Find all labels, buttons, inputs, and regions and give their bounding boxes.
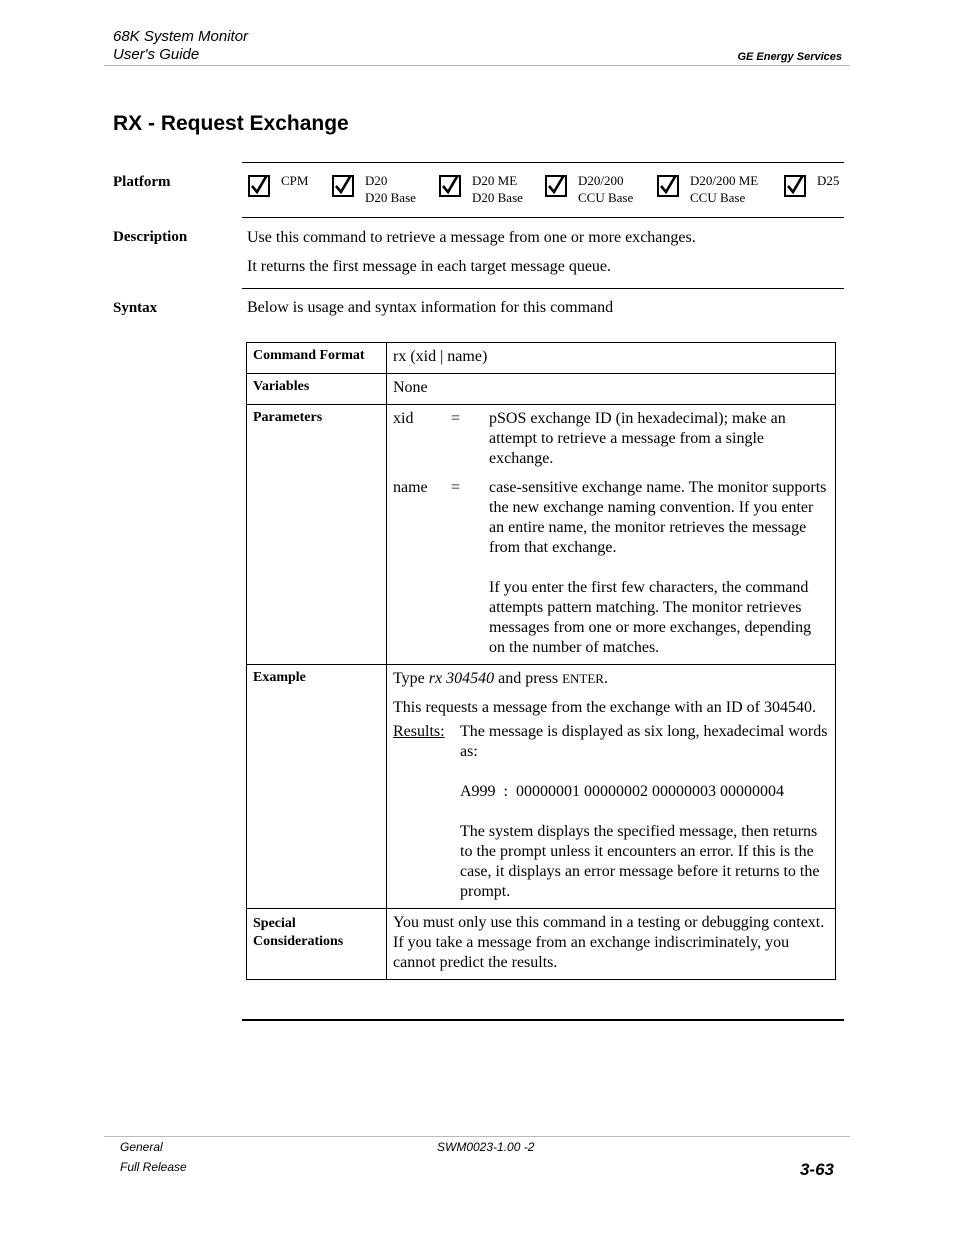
results-label: Results: xyxy=(393,723,445,740)
example-command: rx 304540 xyxy=(428,670,495,687)
checkbox-checked-icon xyxy=(248,175,270,197)
platform-item-line1: CPM xyxy=(281,173,309,188)
command-format-label: Command Format xyxy=(247,343,387,374)
description-bottom-rule xyxy=(242,288,844,289)
description-label: Description xyxy=(113,229,188,245)
platform-item-line2: CCU Base xyxy=(690,190,746,205)
platform-label: Platform xyxy=(113,174,171,190)
platform-item-line1: D20 xyxy=(365,173,388,188)
table-row-command-format xyxy=(247,343,836,374)
description-line1: Use this command to retrieve a message from one or more exchanges. xyxy=(247,229,696,246)
parameter-row xyxy=(393,478,829,658)
checkbox-checked-icon xyxy=(332,175,354,197)
footer-rule xyxy=(104,1136,850,1137)
platform-item-line1: D25 xyxy=(817,173,840,188)
example-instruction xyxy=(393,669,829,689)
parameter-name: xid xyxy=(393,410,414,427)
command-format-value: rx (xid | name) xyxy=(387,343,836,374)
example-cell xyxy=(387,665,836,909)
example-label: Example xyxy=(247,665,387,909)
parameter-equals: = xyxy=(451,410,461,427)
checkbox-checked-icon xyxy=(784,175,806,197)
platform-item-line1: D20 ME xyxy=(472,173,518,188)
results-block xyxy=(393,722,829,902)
section-end-rule xyxy=(242,1019,844,1021)
platform-item-line2: CCU Base xyxy=(578,190,634,205)
results-explanation: The system displays the specified message, then returns to the prompt unless it encounters an error. If this is the case, it displays an error message before it returns to the prompt. xyxy=(460,823,820,900)
company-name: GE Energy Services xyxy=(737,51,842,63)
parameter-equals: = xyxy=(451,479,461,496)
example-type-text: Type xyxy=(393,670,429,687)
example-description: This requests a message from the exchange with an ID of 304540. xyxy=(393,699,816,716)
platform-item-line1: D20/200 xyxy=(578,173,624,188)
parameters-label: Parameters xyxy=(247,405,387,665)
header-rule xyxy=(104,65,850,66)
parameter-row xyxy=(393,409,829,469)
parameter-description-para1: case-sensitive exchange name. The monitor supports the new exchange naming convention. If you enter an entire name, the monitor retrieves the message from that exchange. xyxy=(489,479,827,556)
footer-status: General xyxy=(120,1140,163,1154)
document-title-line2: User's Guide xyxy=(113,46,200,63)
special-considerations-label xyxy=(247,909,387,980)
table-row-example xyxy=(247,665,836,909)
table-row-parameters xyxy=(247,405,836,665)
platform-top-rule xyxy=(242,162,844,163)
platform-item-line2: D20 Base xyxy=(472,190,523,205)
platform-item-d25 xyxy=(784,172,839,197)
platform-item-d20-me xyxy=(439,172,523,206)
platform-item-d20-200 xyxy=(545,172,633,206)
table-row-special-considerations xyxy=(247,909,836,980)
parameter-name: name xyxy=(393,479,428,496)
footer-doc-number: SWM0023-1.00 -2 xyxy=(437,1140,535,1154)
parameter-description: pSOS exchange ID (in hexadecimal); make an attempt to retrieve a message from a single exchange. xyxy=(489,410,786,467)
platform-item-d20-200-me xyxy=(657,172,758,206)
description-line2: It returns the first message in each target message queue. xyxy=(247,258,612,275)
results-sample-output: A999 : 00000001 00000002 00000003 00000004 xyxy=(460,783,784,800)
checkbox-checked-icon xyxy=(439,175,461,197)
document-title xyxy=(113,28,248,64)
results-body xyxy=(460,722,829,902)
footer-release: Full Release xyxy=(120,1160,187,1174)
syntax-label: Syntax xyxy=(113,300,158,316)
variables-value: None xyxy=(387,374,836,405)
parameters-cell xyxy=(387,405,836,665)
platform-bottom-rule xyxy=(242,217,844,218)
special-label-line2: Considerations xyxy=(253,934,344,949)
platform-item-cpm xyxy=(248,172,308,197)
table-row-variables xyxy=(247,374,836,405)
checkbox-checked-icon xyxy=(545,175,567,197)
platform-item-d20 xyxy=(332,172,416,206)
example-period: . xyxy=(603,670,608,687)
document-title-line1: 68K System Monitor xyxy=(113,28,249,45)
command-table xyxy=(246,342,836,980)
enter-key: ENTER xyxy=(562,671,604,686)
syntax-intro: Below is usage and syntax information for this command xyxy=(247,299,614,316)
results-intro: The message is displayed as six long, hexadecimal words as: xyxy=(460,723,828,760)
special-label-line1: Special xyxy=(253,916,296,931)
page-number: 3-63 xyxy=(799,1160,834,1179)
variables-label: Variables xyxy=(247,374,387,405)
platform-item-line2: D20 Base xyxy=(365,190,416,205)
parameter-description-para2: If you enter the first few characters, the command attempts pattern matching. The monitor retrieves messages from one or more exchanges, depending on the number of matches. xyxy=(489,579,812,656)
page-title: RX - Request Exchange xyxy=(113,112,349,135)
parameter-description xyxy=(489,478,829,658)
platform-item-line1: D20/200 ME xyxy=(690,173,759,188)
example-press-text: and press xyxy=(494,670,563,687)
special-considerations-text: You must only use this command in a testing or debugging context. If you take a message from an exchange indiscriminately, you cannot predict the results. xyxy=(387,909,836,980)
checkbox-checked-icon xyxy=(657,175,679,197)
